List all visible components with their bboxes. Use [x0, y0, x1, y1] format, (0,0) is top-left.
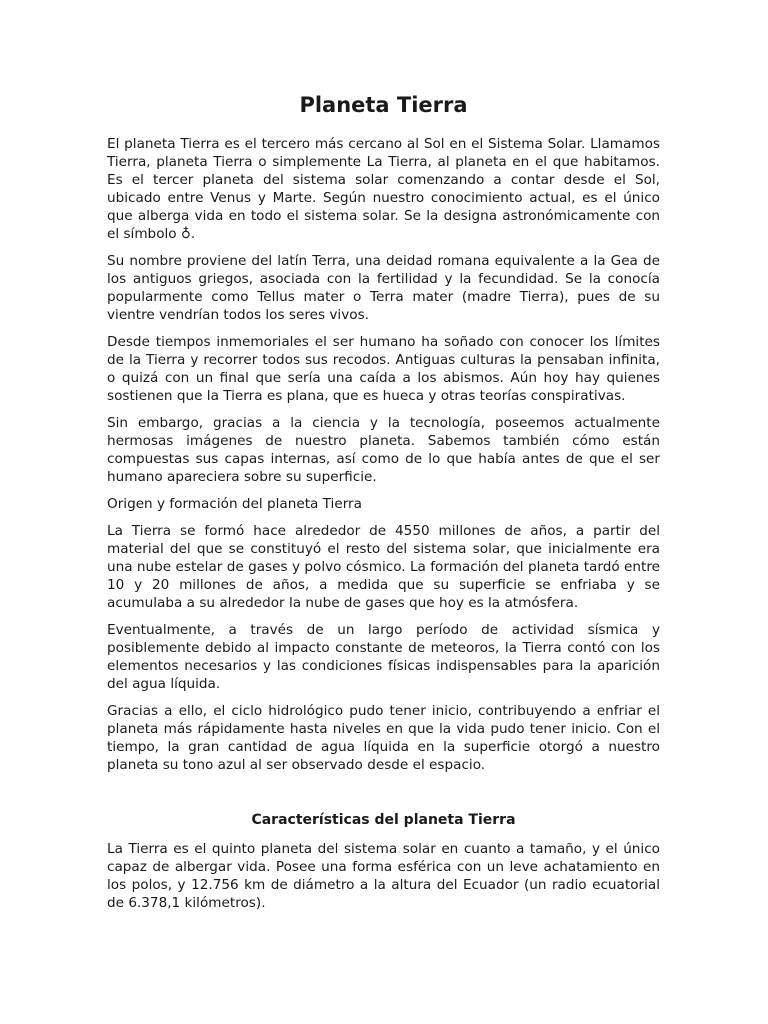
paragraph: Eventualmente, a través de un largo período de actividad sísmica y posiblemente debido al impacto constante de meteoros, la Tierra contó con los elementos necesarios y las condiciones físicas indispensables para la aparición del agua líquida. [107, 622, 660, 692]
paragraph: Desde tiempos inmemoriales el ser humano ha soñado con conocer los límites de la Tierra y recorrer todos sus recodos. Antiguas culturas la pensaban infinita, o quizá con un final que sería una caída a los abismos. Aún hoy hay quienes sostienen que la Tierra es plana, que es hueca y otras teorías conspirativas. [107, 334, 660, 404]
subheading-origin: Origen y formación del planeta Tierra [107, 496, 362, 512]
paragraph: La Tierra es el quinto planeta del sistema solar en cuanto a tamaño, y el único capaz de albergar vida. Posee una forma esférica con un leve achatamiento en los polos, y 12.756 km de diámetro a la altura del Ecuador (un radio ecuatorial de 6.378,1 kilómetros). [107, 841, 660, 911]
paragraph: Sin embargo, gracias a la ciencia y la tecnología, poseemos actualmente hermosas imágenes de nuestro planeta. Sabemos también cómo están compuestas sus capas internas, así como de lo que había antes de que el ser humano apareciera sobre su superficie. [107, 415, 660, 485]
paragraph: Gracias a ello, el ciclo hidrológico pudo tener inicio, contribuyendo a enfriar el planeta más rápidamente hasta niveles en que la vida pudo tener inicio. Con el tiempo, la gran cantidad de agua líquida en la superficie otorgó a nuestro planeta su tono azul al ser observado desde el espacio. [107, 703, 660, 773]
paragraph: Su nombre proviene del latín Terra, una deidad romana equivalente a la Gea de los antiguos griegos, asociada con la fertilidad y la fecundidad. Se la conocía popularmente como Tellus mater o Terra mater (madre Tierra), pues de su vientre vendrían todos los seres vivos. [107, 253, 660, 323]
document-page [107, 90, 660, 921]
paragraph: La Tierra se formó hace alrededor de 4550 millones de años, a partir del material del que se constituyó el resto del sistema solar, que inicialmente era una nube estelar de gases y polvo cósmico. La formación del planeta tardó entre 10 y 20 millones de años, a medida que su superficie se enfriaba y se acumulaba a su alrededor la nube de gases que hoy es la atmósfera. [107, 523, 660, 611]
section-spacer [107, 783, 660, 811]
section-heading: Características del planeta Tierra [251, 812, 516, 828]
paragraph: El planeta Tierra es el tercero más cercano al Sol en el Sistema Solar. Llamamos Tierra, planeta Tierra o simplemente La Tierra, al planeta en el que habitamos. Es el tercer planeta del sistema solar comenzando a contar desde el Sol, ubicado entre Venus y Marte. Según nuestro conocimiento actual, es el único que alberga vida en todo el sistema solar. Se la designa astronómicamente con el símbolo ♁. [107, 136, 660, 242]
page-title: Planeta Tierra [299, 93, 468, 117]
